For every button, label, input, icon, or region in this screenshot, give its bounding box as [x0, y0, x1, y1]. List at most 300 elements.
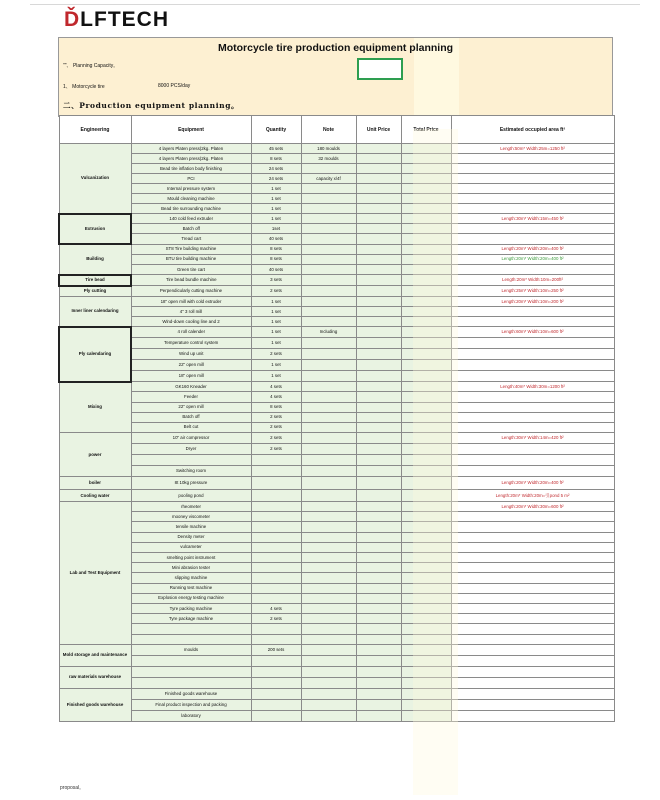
- quantity-cell[interactable]: 1 set: [251, 307, 301, 317]
- note-cell[interactable]: 180 moulds: [301, 144, 356, 154]
- equipment-cell[interactable]: 4" 3 roll mill: [131, 307, 251, 317]
- equipment-cell[interactable]: Finished goods warehouse: [131, 688, 251, 699]
- note-cell[interactable]: [301, 634, 356, 644]
- note-cell[interactable]: [301, 317, 356, 327]
- unit-price-cell[interactable]: [356, 573, 401, 583]
- quantity-cell[interactable]: 200 sets: [251, 644, 301, 655]
- section-label[interactable]: Extrusion: [59, 214, 131, 245]
- note-cell[interactable]: Including: [301, 327, 356, 338]
- equipment-cell[interactable]: 18" open mill with cold extruder: [131, 297, 251, 307]
- area-cell[interactable]: [451, 699, 614, 710]
- total-price-cell[interactable]: [401, 477, 451, 490]
- note-cell[interactable]: [301, 710, 356, 721]
- area-cell[interactable]: [451, 563, 614, 573]
- area-cell[interactable]: [451, 154, 614, 164]
- unit-price-cell[interactable]: [356, 204, 401, 214]
- equipment-cell[interactable]: Perpendicularly cutting machine: [131, 286, 251, 297]
- note-cell[interactable]: [301, 666, 356, 677]
- quantity-cell[interactable]: 8 sets: [251, 244, 301, 254]
- unit-price-cell[interactable]: [356, 603, 401, 613]
- section-label[interactable]: Building: [59, 244, 131, 275]
- area-cell[interactable]: [451, 360, 614, 371]
- unit-price-cell[interactable]: [356, 666, 401, 677]
- quantity-cell[interactable]: 40 sets: [251, 234, 301, 244]
- area-cell[interactable]: [451, 184, 614, 194]
- equipment-cell[interactable]: Tire bead bundle machine: [131, 275, 251, 286]
- note-cell[interactable]: [301, 412, 356, 422]
- quantity-cell[interactable]: [251, 477, 301, 490]
- area-cell[interactable]: Length:20m* Width:30m=600 ft²: [451, 502, 614, 512]
- quantity-cell[interactable]: [251, 455, 301, 466]
- equipment-cell[interactable]: Density meter: [131, 532, 251, 542]
- quantity-cell[interactable]: 2 sets: [251, 349, 301, 360]
- total-price-cell[interactable]: [401, 563, 451, 573]
- area-cell[interactable]: [451, 573, 614, 583]
- unit-price-cell[interactable]: [356, 433, 401, 444]
- equipment-cell[interactable]: Explosion energy testing machine: [131, 593, 251, 603]
- note-cell[interactable]: [301, 477, 356, 490]
- note-cell[interactable]: 32 moulds: [301, 154, 356, 164]
- total-price-cell[interactable]: [401, 174, 451, 184]
- quantity-cell[interactable]: 1 set: [251, 214, 301, 224]
- area-cell[interactable]: Length:30m* Width:15m=450 ft²: [451, 214, 614, 224]
- equipment-cell[interactable]: GK160 Kneader: [131, 382, 251, 392]
- equipment-cell[interactable]: PCI: [131, 174, 251, 184]
- unit-price-cell[interactable]: [356, 422, 401, 432]
- equipment-cell[interactable]: Switching room: [131, 466, 251, 477]
- total-price-cell[interactable]: [401, 164, 451, 174]
- total-price-cell[interactable]: [401, 699, 451, 710]
- equipment-cell[interactable]: 4 layers Platen press(2kg. Platen: [131, 144, 251, 154]
- equipment-cell[interactable]: Bead tire inflation body finishing: [131, 164, 251, 174]
- equipment-cell[interactable]: tensile machine: [131, 522, 251, 532]
- section-label[interactable]: power: [59, 433, 131, 477]
- quantity-cell[interactable]: 1 set: [251, 338, 301, 349]
- area-cell[interactable]: [451, 677, 614, 688]
- total-price-cell[interactable]: [401, 317, 451, 327]
- total-price-cell[interactable]: [401, 553, 451, 563]
- unit-price-cell[interactable]: [356, 327, 401, 338]
- unit-price-cell[interactable]: [356, 688, 401, 699]
- quantity-cell[interactable]: 8 sets: [251, 402, 301, 412]
- quantity-cell[interactable]: 24 sets: [251, 174, 301, 184]
- unit-price-cell[interactable]: [356, 286, 401, 297]
- total-price-cell[interactable]: [401, 624, 451, 634]
- quantity-cell[interactable]: 1 set: [251, 184, 301, 194]
- quantity-cell[interactable]: [251, 532, 301, 542]
- equipment-cell[interactable]: [131, 634, 251, 644]
- total-price-cell[interactable]: [401, 297, 451, 307]
- note-cell[interactable]: [301, 677, 356, 688]
- total-price-cell[interactable]: [401, 502, 451, 512]
- equipment-cell[interactable]: [131, 666, 251, 677]
- quantity-cell[interactable]: [251, 624, 301, 634]
- total-price-cell[interactable]: [401, 466, 451, 477]
- area-cell[interactable]: [451, 688, 614, 699]
- quantity-cell[interactable]: 2 sets: [251, 614, 301, 624]
- quantity-cell[interactable]: [251, 666, 301, 677]
- equipment-cell[interactable]: Feeder: [131, 392, 251, 402]
- section-label[interactable]: Tire bead: [59, 275, 131, 286]
- area-cell[interactable]: [451, 466, 614, 477]
- note-cell[interactable]: [301, 164, 356, 174]
- quantity-cell[interactable]: 2 sets: [251, 444, 301, 455]
- total-price-cell[interactable]: [401, 254, 451, 264]
- section-label[interactable]: Vulcanization: [59, 144, 131, 214]
- note-cell[interactable]: [301, 512, 356, 522]
- unit-price-cell[interactable]: [356, 644, 401, 655]
- total-price-cell[interactable]: [401, 144, 451, 154]
- section-label[interactable]: boiler: [59, 477, 131, 490]
- total-price-cell[interactable]: [401, 655, 451, 666]
- selected-cell[interactable]: [357, 58, 403, 80]
- note-cell[interactable]: [301, 244, 356, 254]
- unit-price-cell[interactable]: [356, 710, 401, 721]
- total-price-cell[interactable]: [401, 402, 451, 412]
- equipment-cell[interactable]: Running test machine: [131, 583, 251, 593]
- equipment-cell[interactable]: Wind up unit: [131, 349, 251, 360]
- note-cell[interactable]: [301, 433, 356, 444]
- area-cell[interactable]: Length:60m* Width:10m=600 ft²: [451, 327, 614, 338]
- equipment-cell[interactable]: Bead tire surrounding machine: [131, 204, 251, 214]
- equipment-cell[interactable]: 4 layers Platen press(2kg. Platen: [131, 154, 251, 164]
- unit-price-cell[interactable]: [356, 553, 401, 563]
- equipment-cell[interactable]: Batch off: [131, 412, 251, 422]
- unit-price-cell[interactable]: [356, 402, 401, 412]
- note-cell[interactable]: [301, 214, 356, 224]
- area-cell[interactable]: Length:20m* Width:10m=200ft²: [451, 275, 614, 286]
- area-cell[interactable]: [451, 317, 614, 327]
- unit-price-cell[interactable]: [356, 214, 401, 224]
- note-cell[interactable]: [301, 553, 356, 563]
- note-cell[interactable]: [301, 532, 356, 542]
- note-cell[interactable]: [301, 466, 356, 477]
- quantity-cell[interactable]: 4 sets: [251, 392, 301, 402]
- unit-price-cell[interactable]: [356, 502, 401, 512]
- unit-price-cell[interactable]: [356, 360, 401, 371]
- equipment-cell[interactable]: Tyre packing machine: [131, 603, 251, 613]
- quantity-cell[interactable]: [251, 634, 301, 644]
- area-cell[interactable]: [451, 593, 614, 603]
- total-price-cell[interactable]: [401, 522, 451, 532]
- area-cell[interactable]: [451, 532, 614, 542]
- equipment-cell[interactable]: Tyre package machine: [131, 614, 251, 624]
- unit-price-cell[interactable]: [356, 371, 401, 382]
- equipment-cell[interactable]: Tread cart: [131, 234, 251, 244]
- quantity-cell[interactable]: [251, 699, 301, 710]
- area-cell[interactable]: [451, 624, 614, 634]
- quantity-cell[interactable]: 1 set: [251, 194, 301, 204]
- area-cell[interactable]: [451, 553, 614, 563]
- note-cell[interactable]: [301, 382, 356, 392]
- quantity-cell[interactable]: 2 sets: [251, 433, 301, 444]
- section-label[interactable]: raw materials warehouse: [59, 666, 131, 688]
- equipment-cell[interactable]: slipping machine: [131, 573, 251, 583]
- quantity-cell[interactable]: 4 sets: [251, 382, 301, 392]
- equipment-cell[interactable]: 22" open mill: [131, 360, 251, 371]
- equipment-cell[interactable]: Batch off: [131, 224, 251, 234]
- equipment-cell[interactable]: ST8 Tire building machine: [131, 244, 251, 254]
- total-price-cell[interactable]: [401, 360, 451, 371]
- total-price-cell[interactable]: [401, 433, 451, 444]
- equipment-cell[interactable]: [131, 677, 251, 688]
- area-cell[interactable]: [451, 392, 614, 402]
- area-cell[interactable]: [451, 204, 614, 214]
- unit-price-cell[interactable]: [356, 224, 401, 234]
- note-cell[interactable]: [301, 307, 356, 317]
- unit-price-cell[interactable]: [356, 466, 401, 477]
- note-cell[interactable]: [301, 655, 356, 666]
- quantity-cell[interactable]: [251, 583, 301, 593]
- total-price-cell[interactable]: [401, 286, 451, 297]
- quantity-cell[interactable]: 1 set: [251, 360, 301, 371]
- quantity-cell[interactable]: [251, 502, 301, 512]
- equipment-cell[interactable]: BTU tire building machine: [131, 254, 251, 264]
- total-price-cell[interactable]: [401, 194, 451, 204]
- area-cell[interactable]: [451, 264, 614, 274]
- area-cell[interactable]: [451, 307, 614, 317]
- unit-price-cell[interactable]: [356, 512, 401, 522]
- area-cell[interactable]: [451, 666, 614, 677]
- unit-price-cell[interactable]: [356, 490, 401, 502]
- note-cell[interactable]: [301, 490, 356, 502]
- unit-price-cell[interactable]: [356, 542, 401, 552]
- unit-price-cell[interactable]: [356, 614, 401, 624]
- total-price-cell[interactable]: [401, 327, 451, 338]
- area-cell[interactable]: [451, 634, 614, 644]
- area-cell[interactable]: [451, 422, 614, 432]
- area-cell[interactable]: Length:20m* Width:20m=400 ft²: [451, 254, 614, 264]
- area-cell[interactable]: [451, 164, 614, 174]
- equipment-cell[interactable]: vulcameter: [131, 542, 251, 552]
- quantity-cell[interactable]: 2 sets: [251, 412, 301, 422]
- quantity-cell[interactable]: [251, 573, 301, 583]
- quantity-cell[interactable]: [251, 677, 301, 688]
- quantity-cell[interactable]: 1 set: [251, 327, 301, 338]
- total-price-cell[interactable]: [401, 244, 451, 254]
- total-price-cell[interactable]: [401, 614, 451, 624]
- note-cell[interactable]: [301, 184, 356, 194]
- note-cell[interactable]: [301, 275, 356, 286]
- note-cell[interactable]: [301, 522, 356, 532]
- area-cell[interactable]: [451, 412, 614, 422]
- total-price-cell[interactable]: [401, 512, 451, 522]
- unit-price-cell[interactable]: [356, 655, 401, 666]
- note-cell[interactable]: [301, 624, 356, 634]
- note-cell[interactable]: [301, 593, 356, 603]
- equipment-cell[interactable]: Mini abrasion tester: [131, 563, 251, 573]
- equipment-cell[interactable]: Internal pressure system: [131, 184, 251, 194]
- quantity-cell[interactable]: 8 sets: [251, 254, 301, 264]
- quantity-cell[interactable]: [251, 553, 301, 563]
- total-price-cell[interactable]: [401, 634, 451, 644]
- equipment-cell[interactable]: pooling pond: [131, 490, 251, 502]
- section-label[interactable]: Lab and Test Equipment: [59, 502, 131, 645]
- note-cell[interactable]: [301, 644, 356, 655]
- area-cell[interactable]: Length:20m* Width:20m=引pond 5 m²: [451, 490, 614, 502]
- unit-price-cell[interactable]: [356, 317, 401, 327]
- area-cell[interactable]: [451, 402, 614, 412]
- quantity-cell[interactable]: 1 set: [251, 371, 301, 382]
- total-price-cell[interactable]: [401, 444, 451, 455]
- note-cell[interactable]: [301, 688, 356, 699]
- note-cell[interactable]: [301, 422, 356, 432]
- total-price-cell[interactable]: [401, 204, 451, 214]
- area-cell[interactable]: [451, 338, 614, 349]
- total-price-cell[interactable]: [401, 184, 451, 194]
- total-price-cell[interactable]: [401, 573, 451, 583]
- unit-price-cell[interactable]: [356, 624, 401, 634]
- unit-price-cell[interactable]: [356, 244, 401, 254]
- note-cell[interactable]: [301, 699, 356, 710]
- note-cell[interactable]: [301, 224, 356, 234]
- note-cell[interactable]: [301, 392, 356, 402]
- unit-price-cell[interactable]: [356, 412, 401, 422]
- quantity-cell[interactable]: [251, 593, 301, 603]
- total-price-cell[interactable]: [401, 264, 451, 274]
- total-price-cell[interactable]: [401, 644, 451, 655]
- total-price-cell[interactable]: [401, 532, 451, 542]
- equipment-cell[interactable]: Final product inspection and packing: [131, 699, 251, 710]
- equipment-cell[interactable]: 22" open mill: [131, 402, 251, 412]
- equipment-cell[interactable]: 18" open mill: [131, 371, 251, 382]
- quantity-cell[interactable]: [251, 512, 301, 522]
- total-price-cell[interactable]: [401, 371, 451, 382]
- equipment-cell[interactable]: [131, 624, 251, 634]
- total-price-cell[interactable]: [401, 214, 451, 224]
- note-cell[interactable]: [301, 297, 356, 307]
- quantity-cell[interactable]: 1set: [251, 224, 301, 234]
- quantity-cell[interactable]: 1 set: [251, 204, 301, 214]
- unit-price-cell[interactable]: [356, 699, 401, 710]
- area-cell[interactable]: [451, 710, 614, 721]
- total-price-cell[interactable]: [401, 349, 451, 360]
- note-cell[interactable]: [301, 455, 356, 466]
- total-price-cell[interactable]: [401, 382, 451, 392]
- area-cell[interactable]: [451, 455, 614, 466]
- area-cell[interactable]: Length:50m* Width:25m=1250 ft²: [451, 144, 614, 154]
- section-label[interactable]: Cooling water: [59, 490, 131, 502]
- note-cell[interactable]: [301, 360, 356, 371]
- equipment-cell[interactable]: moulds: [131, 644, 251, 655]
- equipment-cell[interactable]: laboratory: [131, 710, 251, 721]
- equipment-cell[interactable]: 140 cold feed extruder: [131, 214, 251, 224]
- area-cell[interactable]: [451, 234, 614, 244]
- total-price-cell[interactable]: [401, 542, 451, 552]
- note-cell[interactable]: [301, 573, 356, 583]
- unit-price-cell[interactable]: [356, 583, 401, 593]
- area-cell[interactable]: [451, 644, 614, 655]
- area-cell[interactable]: [451, 542, 614, 552]
- note-cell[interactable]: [301, 349, 356, 360]
- note-cell[interactable]: [301, 264, 356, 274]
- note-cell[interactable]: [301, 603, 356, 613]
- unit-price-cell[interactable]: [356, 144, 401, 154]
- quantity-cell[interactable]: 1 set: [251, 297, 301, 307]
- total-price-cell[interactable]: [401, 224, 451, 234]
- note-cell[interactable]: [301, 286, 356, 297]
- total-price-cell[interactable]: [401, 392, 451, 402]
- total-price-cell[interactable]: [401, 688, 451, 699]
- area-cell[interactable]: Length:20m* Width:20m=400 ft²: [451, 244, 614, 254]
- unit-price-cell[interactable]: [356, 677, 401, 688]
- quantity-cell[interactable]: [251, 542, 301, 552]
- quantity-cell[interactable]: [251, 563, 301, 573]
- area-cell[interactable]: [451, 655, 614, 666]
- quantity-cell[interactable]: 8 sets: [251, 154, 301, 164]
- unit-price-cell[interactable]: [356, 154, 401, 164]
- area-cell[interactable]: Length:20m* Width:10m=200 ft²: [451, 297, 614, 307]
- unit-price-cell[interactable]: [356, 382, 401, 392]
- section-label[interactable]: Mixing: [59, 382, 131, 433]
- unit-price-cell[interactable]: [356, 174, 401, 184]
- unit-price-cell[interactable]: [356, 338, 401, 349]
- note-cell[interactable]: [301, 614, 356, 624]
- unit-price-cell[interactable]: [356, 477, 401, 490]
- quantity-cell[interactable]: 24 sets: [251, 164, 301, 174]
- unit-price-cell[interactable]: [356, 234, 401, 244]
- quantity-cell[interactable]: [251, 490, 301, 502]
- note-cell[interactable]: [301, 204, 356, 214]
- note-cell[interactable]: [301, 254, 356, 264]
- equipment-cell[interactable]: rheometer: [131, 502, 251, 512]
- unit-price-cell[interactable]: [356, 297, 401, 307]
- total-price-cell[interactable]: [401, 710, 451, 721]
- total-price-cell[interactable]: [401, 338, 451, 349]
- unit-price-cell[interactable]: [356, 254, 401, 264]
- total-price-cell[interactable]: [401, 234, 451, 244]
- equipment-cell[interactable]: Green tire cart: [131, 264, 251, 274]
- note-cell[interactable]: [301, 338, 356, 349]
- unit-price-cell[interactable]: [356, 455, 401, 466]
- total-price-cell[interactable]: [401, 154, 451, 164]
- section-label[interactable]: Inner liner calendaring: [59, 297, 131, 327]
- equipment-cell[interactable]: 4 roll calender: [131, 327, 251, 338]
- equipment-cell[interactable]: 8t 10kg pressure: [131, 477, 251, 490]
- unit-price-cell[interactable]: [356, 164, 401, 174]
- area-cell[interactable]: Length:25m* Width:10m=250 ft²: [451, 286, 614, 297]
- quantity-cell[interactable]: 40 sets: [251, 264, 301, 274]
- equipment-cell[interactable]: Belt cut: [131, 422, 251, 432]
- unit-price-cell[interactable]: [356, 307, 401, 317]
- quantity-cell[interactable]: 1 set: [251, 317, 301, 327]
- equipment-cell[interactable]: Mould cleaning machine: [131, 194, 251, 204]
- area-cell[interactable]: [451, 512, 614, 522]
- total-price-cell[interactable]: [401, 666, 451, 677]
- equipment-cell[interactable]: Temperature control system: [131, 338, 251, 349]
- total-price-cell[interactable]: [401, 677, 451, 688]
- quantity-cell[interactable]: [251, 466, 301, 477]
- quantity-cell[interactable]: 2 sets: [251, 422, 301, 432]
- area-cell[interactable]: [451, 583, 614, 593]
- note-cell[interactable]: [301, 583, 356, 593]
- equipment-cell[interactable]: smelting point instrument: [131, 553, 251, 563]
- area-cell[interactable]: [451, 614, 614, 624]
- unit-price-cell[interactable]: [356, 184, 401, 194]
- quantity-cell[interactable]: [251, 655, 301, 666]
- unit-price-cell[interactable]: [356, 275, 401, 286]
- section-label[interactable]: Ply cutting: [59, 286, 131, 297]
- total-price-cell[interactable]: [401, 307, 451, 317]
- note-cell[interactable]: [301, 502, 356, 512]
- equipment-cell[interactable]: [131, 455, 251, 466]
- quantity-cell[interactable]: [251, 710, 301, 721]
- area-cell[interactable]: [451, 371, 614, 382]
- unit-price-cell[interactable]: [356, 634, 401, 644]
- quantity-cell[interactable]: 2 sets: [251, 286, 301, 297]
- note-cell[interactable]: [301, 402, 356, 412]
- quantity-cell[interactable]: 45 sets: [251, 144, 301, 154]
